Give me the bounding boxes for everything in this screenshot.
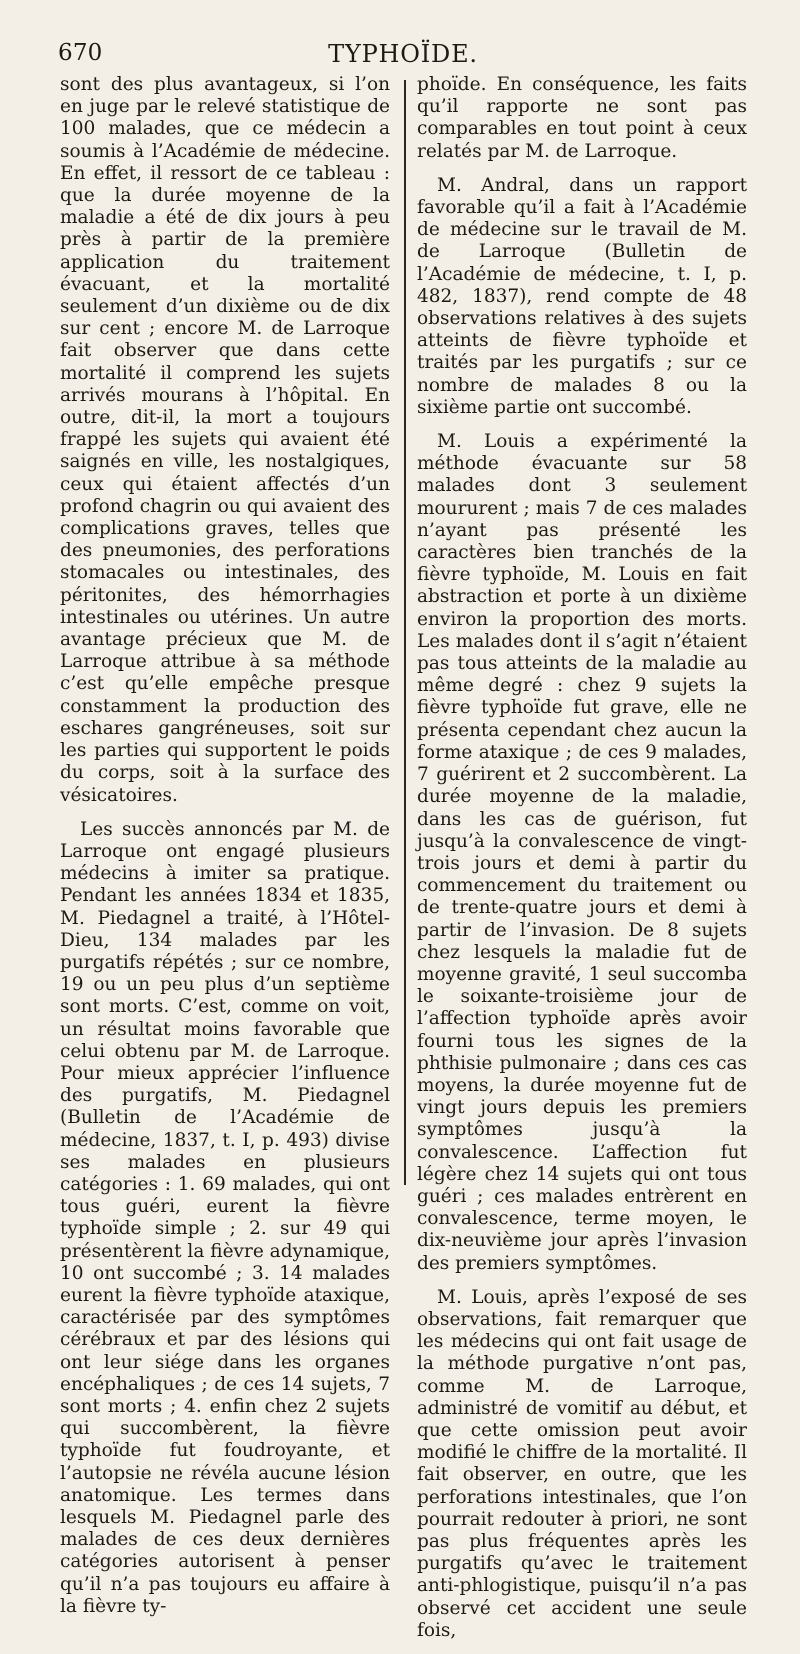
column-divider <box>404 80 406 1185</box>
page-header <box>58 40 748 74</box>
left-text-column <box>60 74 390 1630</box>
page-number: 670 <box>58 40 103 66</box>
right-paragraph-continuation: phoïde. En conséquence, les faits qu’il rapporte ne sont pas comparables en tout point à ceux relatés par M. de Larroque. <box>417 74 747 162</box>
left-paragraph-piedagnel: Les succès annoncés par M. de Larroque ont engagé plusieurs médecins à imiter sa pratique. Pendant les années 1834 et 1835, M. Piedagnel a traité, à l’Hôtel-Dieu, 134 malades par les purgatifs répétés ; sur ce nombre, 19 ou un peu plus d’un septième sont morts. C’est, comme on voit, un résultat moins favorable que celui obtenu par M. de Larroque. Pour mieux apprécier l’influence des purgatifs, M. Piedagnel (Bulletin de l’Académie de médecine, 1837, t. I, p. 493) divise ses malades en plusieurs catégories : 1. 69 malades, qui ont tous guéri, eurent la fièvre typhoïde simple ; 2. sur 49 qui présentèrent la fièvre adynamique, 10 ont succombé ; 3. 14 malades eurent la fièvre typhoïde ataxique, caractérisée par des symptômes cérébraux et par des lésions qui ont leur siége dans les organes encéphaliques ; de ces 14 sujets, 7 sont morts ; 4. enfin chez 2 sujets qui succombèrent, la fièvre typhoïde fut foudroyante, et l’autopsie ne révéla aucune lésion anatomique. Les termes dans lesquels M. Piedagnel parle des malades de ces deux dernières catégories autorisent à penser qu’il n’a pas toujours eu affaire à la fièvre ty- <box>60 818 390 1617</box>
left-paragraph-continuation: sont des plus avantageux, si l’on en juge par le relevé statistique de 100 malades, que ce médecin a soumis à l’Académie de médecine. En effet, il ressort de ce tableau : que la durée moyenne de la maladie a été de dix jours à peu près à partir de la première application du traitement évacuant, et la mortalité seulement d’un dixième ou de dix sur cent ; encore M. de Larroque fait observer que dans cette mortalité il comprend les sujets arrivés mourans à l’hôpital. En outre, dit-il, la mort a toujours frappé les sujets qui avaient été saignés en ville, les nostalgiques, ceux qui étaient affectés d’un profond chagrin ou qui avaient des complications graves, telles que des pneumonies, des perforations stomacales ou intestinales, des péritonites, des hémorrhagies intestinales ou utérines. Un autre avantage précieux que M. de Larroque attribue à sa méthode c’est qu’elle empêche presque constamment la production des eschares gangréneuses, soit sur les parties qui supportent le poids du corps, soit à la surface des vésicatoires. <box>60 74 390 806</box>
right-paragraph-louis-remarks: M. Louis, après l’exposé de ses observations, fait remarquer que les médecins qui ont fait usage de la méthode purgative n’ont pas, comme M. de Larroque, administré de vomitif au début, et que cette omission peut avoir modifié le chiffre de la mortalité. Il fait observer, en outre, que les perforations intestinales, que l’on pourrait redouter à priori, ne sont pas plus fréquentes après les purgatifs qu’avec le traitement anti-phlogistique, puisqu’il n’a pas observé cet accident une seule fois, <box>417 1286 747 1641</box>
right-paragraph-andral: M. Andral, dans un rapport favorable qu’il a fait à l’Académie de médecine sur le travail de M. de Larroque (Bulletin de l’Académie de médecine, t. I, p. 482, 1837), rend compte de 48 observations relatives à des sujets atteints de fièvre typhoïde et traités par les purgatifs ; sur ce nombre de malades 8 ou la sixième partie ont succombé. <box>417 174 747 418</box>
running-title: TYPHOÏDE. <box>328 40 478 68</box>
right-text-column <box>417 74 747 1654</box>
right-paragraph-louis-method: M. Louis a expérimenté la méthode évacuante sur 58 malades dont 3 seulement moururent ; mais 7 de ces malades n’ayant pas présenté les caractères bien tranchés de la fièvre typhoïde, M. Louis en fait abstraction et porte à un dixième environ la proportion des morts. Les malades dont il s’agit n’étaient pas tous atteints de la maladie au même degré : chez 9 sujets la fièvre typhoïde fut grave, elle ne présenta cependant chez aucun la forme ataxique ; de ces 9 malades, 7 guérirent et 2 succombèrent. La durée moyenne de la maladie, dans les cas de guérison, fut jusqu’à la convalescence de vingt-trois jours et demi à partir du commencement du traitement ou de trente-quatre jours et demi à partir de l’invasion. De 8 sujets chez lesquels la maladie fut de moyenne gravité, 1 seul succomba le soixante-troisième jour de l’affection typhoïde après avoir fourni tous les signes de la phthisie pulmonaire ; dans ces cas moyens, la durée moyenne fut de vingt jours depuis les premiers symptômes jusqu’à la convalescence. L’affection fut légère chez 14 sujets qui ont tous guéri ; ces malades entrèrent en convalescence, terme moyen, le dix-neuvième jour après l’invasion des premiers symptômes. <box>417 431 747 1274</box>
